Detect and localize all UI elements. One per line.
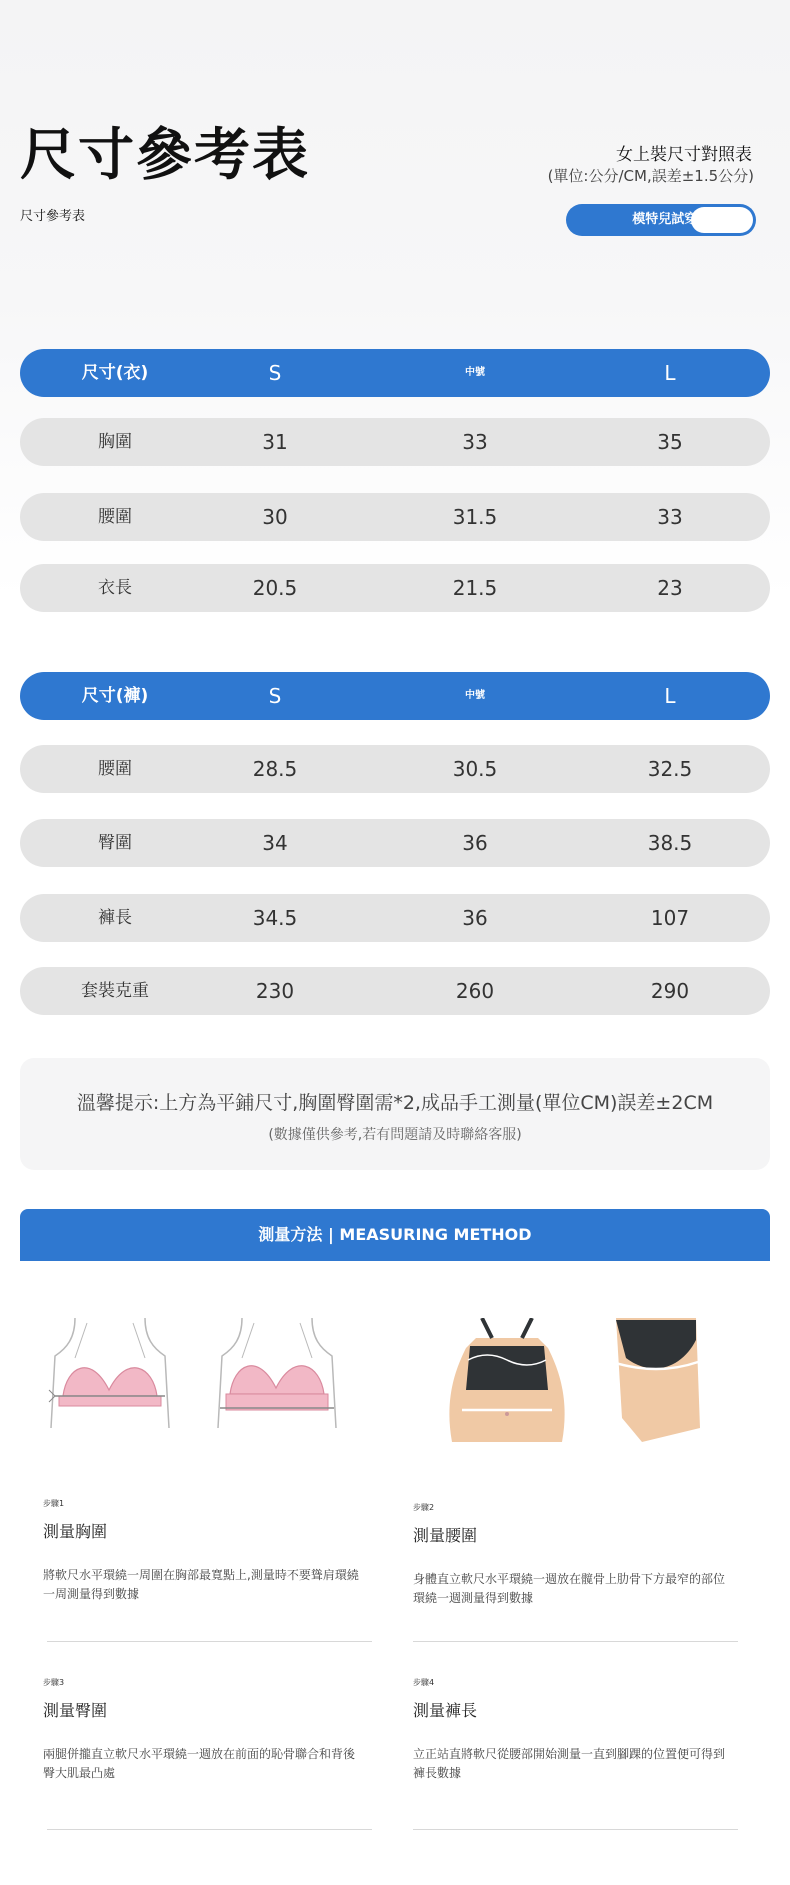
hip-measure-illustration	[612, 1318, 742, 1442]
table-cell: 34	[262, 831, 288, 855]
measuring-method-banner	[20, 1209, 770, 1261]
table-cell: 38.5	[647, 831, 693, 855]
bra-front-illustration	[45, 1318, 175, 1442]
table-cell: 260	[455, 979, 495, 1003]
tip-text: 溫馨提示:上方為平鋪尺寸,胸圍臀圍需*2,成品手工測量(單位CM)誤差±2CM	[76, 1092, 714, 1114]
step-hip	[43, 1677, 363, 1783]
table-cell: 230	[255, 979, 295, 1003]
table-row	[20, 418, 770, 466]
step-pants-length	[413, 1677, 733, 1783]
table-cell: 31	[262, 430, 288, 454]
divider	[47, 1641, 372, 1642]
step-title: 測量臀圍	[43, 1701, 108, 1720]
step-number: 步驟3	[43, 1678, 65, 1687]
table-cell: 30	[262, 505, 288, 529]
step-description: 將軟尺水平環繞一周圍在胸部最寬點上,測量時不要聳肩環繞一周測量得到數據	[43, 1568, 359, 1601]
step-number: 步驟4	[413, 1678, 435, 1687]
step-title: 測量腰圍	[413, 1526, 478, 1545]
table-cell: 107	[650, 906, 690, 930]
header-cell: 尺寸(衣)	[81, 363, 149, 383]
table-cell: 35	[657, 430, 683, 454]
header-cell: L	[664, 361, 676, 385]
table-cell: 290	[650, 979, 690, 1003]
table-cell: 20.5	[252, 576, 298, 600]
table-cell: 36	[462, 831, 488, 855]
table-cell: 34.5	[252, 906, 298, 930]
step-description: 立正站直將軟尺從腰部開始測量一直到腳踝的位置便可得到褲長數據	[413, 1747, 726, 1780]
table-cell: 32.5	[647, 757, 693, 781]
size-chart-title: 女上裝尺寸對照表	[616, 145, 752, 165]
row-label: 腰圍	[98, 759, 132, 779]
table-row	[20, 564, 770, 612]
table-cell: 21.5	[452, 576, 498, 600]
table-cell: 23	[657, 576, 683, 600]
header-cell: S	[268, 361, 282, 385]
table-row	[20, 819, 770, 867]
step-description: 身體直立軟尺水平環繞一週放在髋骨上肋骨下方最窄的部位環繞一週測量得到數據	[413, 1572, 726, 1605]
unit-note: (單位:公分/CM,誤差±1.5公分)	[547, 167, 754, 185]
table-header-row	[20, 349, 770, 397]
table-row	[20, 894, 770, 942]
table-row	[20, 967, 770, 1015]
table-cell: 36	[462, 906, 488, 930]
table-row	[20, 745, 770, 793]
page-subtitle: 尺寸參考表	[20, 209, 86, 224]
model-size-label: 模特兒試穿尺寸:S	[632, 212, 738, 227]
table-cell: 33	[462, 430, 488, 454]
waist-measure-illustration	[442, 1318, 572, 1442]
step-title: 測量褲長	[413, 1701, 478, 1720]
row-label: 臀圍	[98, 833, 132, 853]
row-label: 腰圍	[98, 507, 132, 527]
table-cell: 30.5	[452, 757, 498, 781]
divider	[413, 1829, 738, 1830]
page-title: 尺寸參考表	[20, 123, 310, 188]
row-label: 套裝克重	[81, 981, 149, 1001]
table-cell: 33	[657, 505, 683, 529]
row-label: 胸圍	[98, 432, 132, 452]
step-description: 兩腿併攏直立軟尺水平環繞一週放在前面的恥骨聯合和背後臀大肌最凸處	[43, 1747, 356, 1780]
divider	[413, 1641, 738, 1642]
row-label: 褲長	[98, 908, 132, 928]
step-chest	[43, 1498, 363, 1604]
step-waist	[413, 1502, 733, 1608]
table-header-row	[20, 672, 770, 720]
table-cell: 28.5	[252, 757, 298, 781]
method-title: 測量方法 | MEASURING METHOD	[258, 1225, 532, 1244]
tip-box	[20, 1058, 770, 1170]
step-title: 測量胸圍	[43, 1522, 108, 1541]
divider	[47, 1829, 372, 1830]
header-cell: S	[268, 684, 282, 708]
table-row	[20, 493, 770, 541]
model-size-badge	[566, 204, 756, 236]
header-cell: 中號	[465, 690, 485, 701]
header-cell: L	[664, 684, 676, 708]
row-label: 衣長	[98, 578, 132, 598]
tip-note: (數據僅供參考,若有問題請及時聯絡客服)	[268, 1127, 522, 1143]
bra-underbust-illustration	[212, 1318, 342, 1442]
header-cell: 中號	[465, 367, 485, 378]
step-number: 步驟1	[43, 1499, 65, 1508]
header-cell: 尺寸(褲)	[81, 686, 149, 706]
step-number: 步驟2	[413, 1503, 435, 1512]
table-cell: 31.5	[452, 505, 498, 529]
